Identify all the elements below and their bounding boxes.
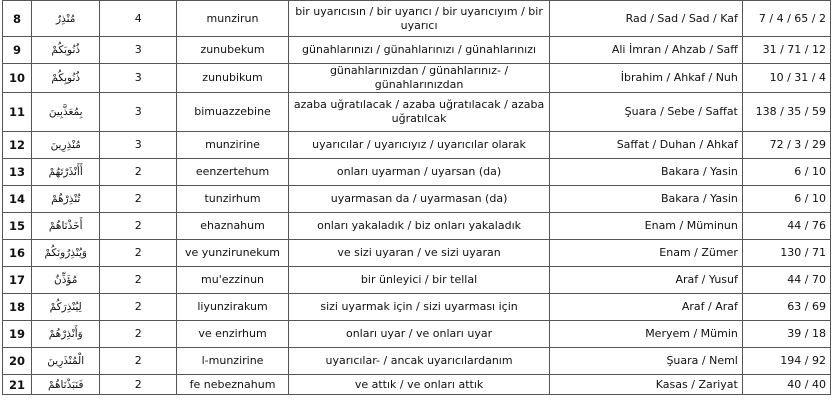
arabic-word: أَأَنْذَرْتَهُمْ: [32, 159, 100, 186]
arabic-word: مُنْذِرٌ: [32, 1, 100, 37]
row-number: 15: [3, 213, 32, 240]
occurrence-count: 3: [100, 132, 177, 159]
table-row: [3, 267, 831, 294]
arabic-word: وَيُنْذِرُونَكُمْ: [32, 240, 100, 267]
table-row: [3, 321, 831, 348]
ayet-numbers: 6 / 10: [742, 186, 830, 213]
sura-names: İbrahim / Ahkaf / Nuh: [550, 64, 743, 93]
ayet-numbers: 7 / 4 / 65 / 2: [742, 1, 830, 37]
meaning-cell: uyarıcılar- / ancak uyarıcılardanım: [288, 348, 549, 375]
table-row: [3, 132, 831, 159]
sura-names: Rad / Sad / Sad / Kaf: [550, 1, 743, 37]
row-number: 13: [3, 159, 32, 186]
table-row: [3, 64, 831, 93]
occurrence-count: 2: [100, 267, 177, 294]
word-frequency-table: [2, 0, 831, 395]
row-number: 8: [3, 1, 32, 37]
row-number: 18: [3, 294, 32, 321]
transliteration: tunzirhum: [177, 186, 289, 213]
sura-names: Saffat / Duhan / Ahkaf: [550, 132, 743, 159]
table-row: [3, 213, 831, 240]
table-row: [3, 1, 831, 37]
meaning-cell: bir uyarıcısın / bir uyarıcı / bir uyarıcıyım / bir uyarıcı: [288, 1, 549, 37]
meaning-cell: uyarıcılar / uyarıcıyız / uyarıcılar olarak: [288, 132, 549, 159]
ayet-numbers: 44 / 70: [742, 267, 830, 294]
arabic-word: ذُنُوبَكُمْ: [32, 37, 100, 64]
ayet-numbers: 6 / 10: [742, 159, 830, 186]
occurrence-count: 2: [100, 348, 177, 375]
transliteration: zunubekum: [177, 37, 289, 64]
arabic-word: مُؤَذِّنٌ: [32, 267, 100, 294]
transliteration: mu'ezzinun: [177, 267, 289, 294]
sura-names: Bakara / Yasin: [550, 159, 743, 186]
transliteration: l-munzirine: [177, 348, 289, 375]
ayet-numbers: 40 / 40: [742, 375, 830, 395]
arabic-word: تُنْذِرْهُمْ: [32, 186, 100, 213]
transliteration: bimuazzebine: [177, 93, 289, 132]
meaning-cell: azaba uğratılacak / azaba uğratılacak / azaba uğratılcak: [288, 93, 549, 132]
arabic-word: الْمُنْذَرِينَ: [32, 348, 100, 375]
meaning-cell: günahlarınızdan / günahlarınız- / günahlarınızdan: [288, 64, 549, 93]
sura-names: Araf / Yusuf: [550, 267, 743, 294]
occurrence-count: 2: [100, 159, 177, 186]
occurrence-count: 3: [100, 37, 177, 64]
transliteration: ehaznahum: [177, 213, 289, 240]
arabic-word: مُنْذِرِينَ: [32, 132, 100, 159]
row-number: 11: [3, 93, 32, 132]
arabic-word: لِيُنْذِرَكُمْ: [32, 294, 100, 321]
occurrence-count: 2: [100, 375, 177, 395]
ayet-numbers: 39 / 18: [742, 321, 830, 348]
transliteration: ve enzirhum: [177, 321, 289, 348]
table-row: [3, 159, 831, 186]
table-row: [3, 37, 831, 64]
arabic-word: ذُنُوبِكُمْ: [32, 64, 100, 93]
transliteration: munzirun: [177, 1, 289, 37]
row-number: 17: [3, 267, 32, 294]
ayet-numbers: 63 / 69: [742, 294, 830, 321]
sura-names: Şuara / Sebe / Saffat: [550, 93, 743, 132]
table-row: [3, 348, 831, 375]
ayet-numbers: 72 / 3 / 29: [742, 132, 830, 159]
sura-names: Enam / Müminun: [550, 213, 743, 240]
sura-names: Enam / Zümer: [550, 240, 743, 267]
table-row: [3, 93, 831, 132]
transliteration: munzirine: [177, 132, 289, 159]
meaning-cell: onları uyar / ve onları uyar: [288, 321, 549, 348]
meaning-cell: bir ünleyici / bir tellal: [288, 267, 549, 294]
transliteration: liyunzirakum: [177, 294, 289, 321]
meaning-cell: ve attık / ve onları attık: [288, 375, 549, 395]
ayet-numbers: 10 / 31 / 4: [742, 64, 830, 93]
sura-names: Araf / Araf: [550, 294, 743, 321]
occurrence-count: 2: [100, 213, 177, 240]
ayet-numbers: 130 / 71: [742, 240, 830, 267]
table-row: [3, 240, 831, 267]
meaning-cell: onları yakaladık / biz onları yakaladık: [288, 213, 549, 240]
transliteration: eenzertehum: [177, 159, 289, 186]
occurrence-count: 2: [100, 294, 177, 321]
arabic-word: وَأَنْذِرْهُمْ: [32, 321, 100, 348]
arabic-word: أَخَذْنَاهُمْ: [32, 213, 100, 240]
row-number: 20: [3, 348, 32, 375]
occurrence-count: 3: [100, 93, 177, 132]
sura-names: Ali İmran / Ahzab / Saff: [550, 37, 743, 64]
row-number: 10: [3, 64, 32, 93]
row-number: 12: [3, 132, 32, 159]
transliteration: ve yunzirunekum: [177, 240, 289, 267]
sura-names: Bakara / Yasin: [550, 186, 743, 213]
arabic-word: فَنَبَذْنَاهُمْ: [32, 375, 100, 395]
occurrence-count: 4: [100, 1, 177, 37]
sura-names: Şuara / Neml: [550, 348, 743, 375]
sura-names: Meryem / Mümin: [550, 321, 743, 348]
row-number: 14: [3, 186, 32, 213]
table-row: [3, 375, 831, 395]
meaning-cell: onları uyarman / uyarsan (da): [288, 159, 549, 186]
table-body: [3, 1, 831, 395]
table-row: [3, 294, 831, 321]
occurrence-count: 2: [100, 186, 177, 213]
meaning-cell: sizi uyarmak için / sizi uyarması için: [288, 294, 549, 321]
transliteration: zunubikum: [177, 64, 289, 93]
occurrence-count: 3: [100, 64, 177, 93]
transliteration: fe nebeznahum: [177, 375, 289, 395]
table-row: [3, 186, 831, 213]
ayet-numbers: 194 / 92: [742, 348, 830, 375]
ayet-numbers: 44 / 76: [742, 213, 830, 240]
row-number: 9: [3, 37, 32, 64]
row-number: 21: [3, 375, 32, 395]
row-number: 16: [3, 240, 32, 267]
ayet-numbers: 31 / 71 / 12: [742, 37, 830, 64]
ayet-numbers: 138 / 35 / 59: [742, 93, 830, 132]
row-number: 19: [3, 321, 32, 348]
arabic-word: بِمُعَذَّبِينَ: [32, 93, 100, 132]
meaning-cell: uyarmasan da / uyarmasan (da): [288, 186, 549, 213]
sura-names: Kasas / Zariyat: [550, 375, 743, 395]
occurrence-count: 2: [100, 240, 177, 267]
meaning-cell: günahlarınızı / günahlarınızı / günahlarınızı: [288, 37, 549, 64]
occurrence-count: 2: [100, 321, 177, 348]
meaning-cell: ve sizi uyaran / ve sizi uyaran: [288, 240, 549, 267]
